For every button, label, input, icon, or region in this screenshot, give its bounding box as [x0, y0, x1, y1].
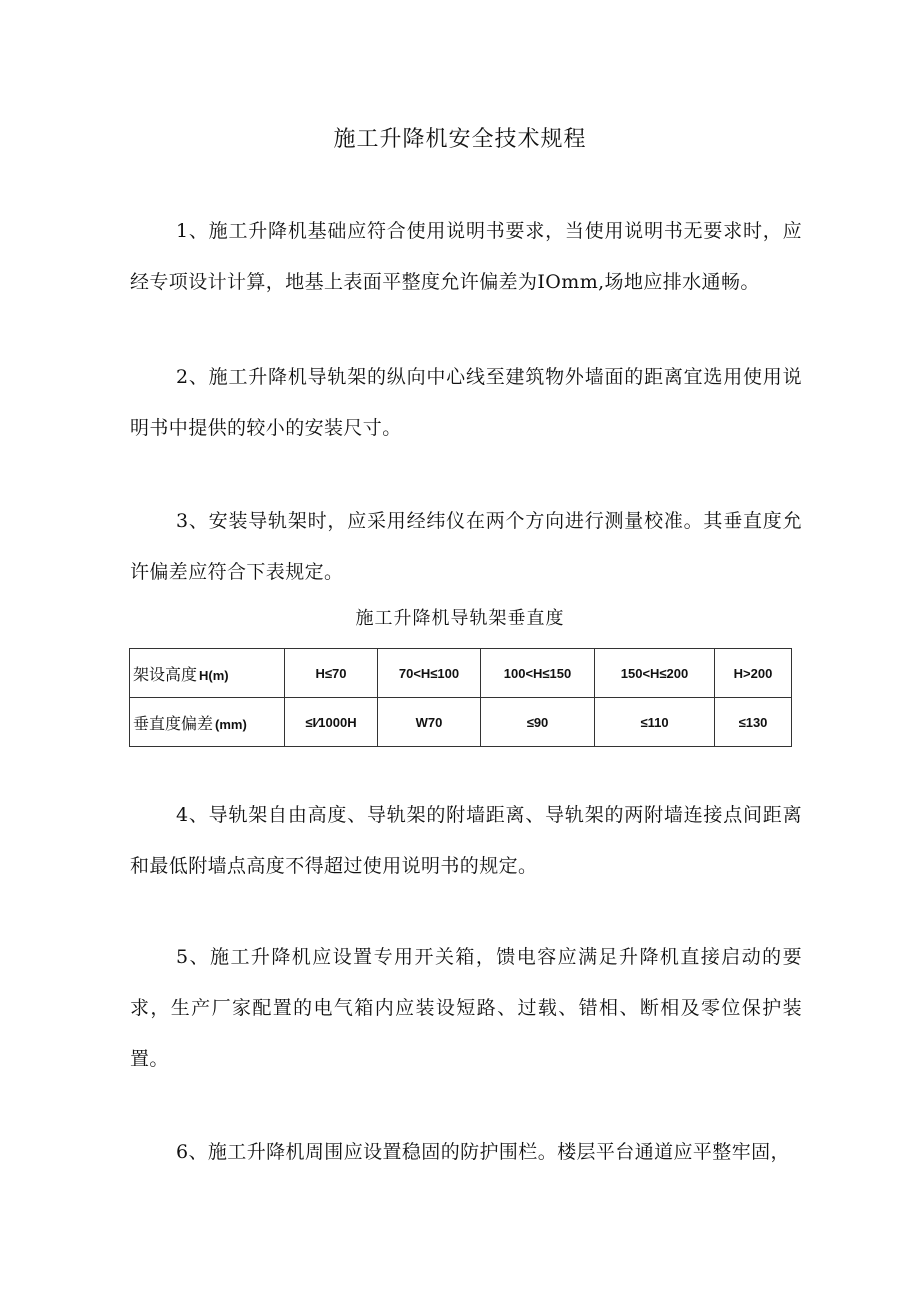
row-label: 垂直度偏差: [133, 713, 214, 733]
paragraph-3: 3、安装导轨架时，应采用经纬仪在两个方向进行测量校准。其垂直度允许偏差应符合下表规定。: [130, 510, 802, 583]
table-cell: ≤130: [715, 698, 792, 747]
verticality-table: [129, 648, 792, 747]
row-header-deviation: [130, 698, 285, 747]
table-cell: H>200: [715, 649, 792, 698]
paragraph-6: 6、施工升降机周围应设置稳固的防护围栏。楼层平台通道应平整牢固，: [176, 1141, 790, 1163]
table-cell: 70<H≤100: [378, 649, 481, 698]
paragraph-2: 2、施工升降机导轨架的纵向中心线至建筑物外墙面的距离宜选用使用说明书中提供的较小的安装尺寸。: [130, 366, 802, 439]
table-cell: ≤90: [481, 698, 595, 747]
table-cell: ≤110: [595, 698, 715, 747]
row-label: 架设高度: [133, 664, 198, 684]
row-unit: H(m): [199, 667, 229, 683]
table-caption: 施工升降机导轨架垂直度: [355, 608, 565, 629]
table-cell: 150<H≤200: [595, 649, 715, 698]
document-title: 施工升降机安全技术规程: [333, 127, 587, 152]
paragraph-4: 4、导轨架自由高度、导轨架的附墙距离、导轨架的两附墙连接点间距离和最低附墙点高度不得超过使用说明书的规定。: [130, 804, 802, 877]
table-cell: 100<H≤150: [481, 649, 595, 698]
row-header-height: [130, 649, 285, 698]
table-cell: W70: [378, 698, 481, 747]
paragraph-1: 1、施工升降机基础应符合使用说明书要求，当使用说明书无要求时，应经专项设计计算，地基上表面平整度允许偏差为IOmm,场地应排水通畅。: [130, 220, 802, 293]
table-row-height: [130, 649, 792, 698]
paragraph-5: 5、施工升降机应设置专用开关箱，馈电容应满足升降机直接启动的要求，生产厂家配置的电气箱内应装设短路、过载、错相、断相及零位保护装置。: [130, 946, 802, 1070]
row-unit: (mm): [215, 716, 247, 732]
table-cell: ≤I⁄1000H: [285, 698, 378, 747]
table-cell: H≤70: [285, 649, 378, 698]
table-row-deviation: [130, 698, 792, 747]
